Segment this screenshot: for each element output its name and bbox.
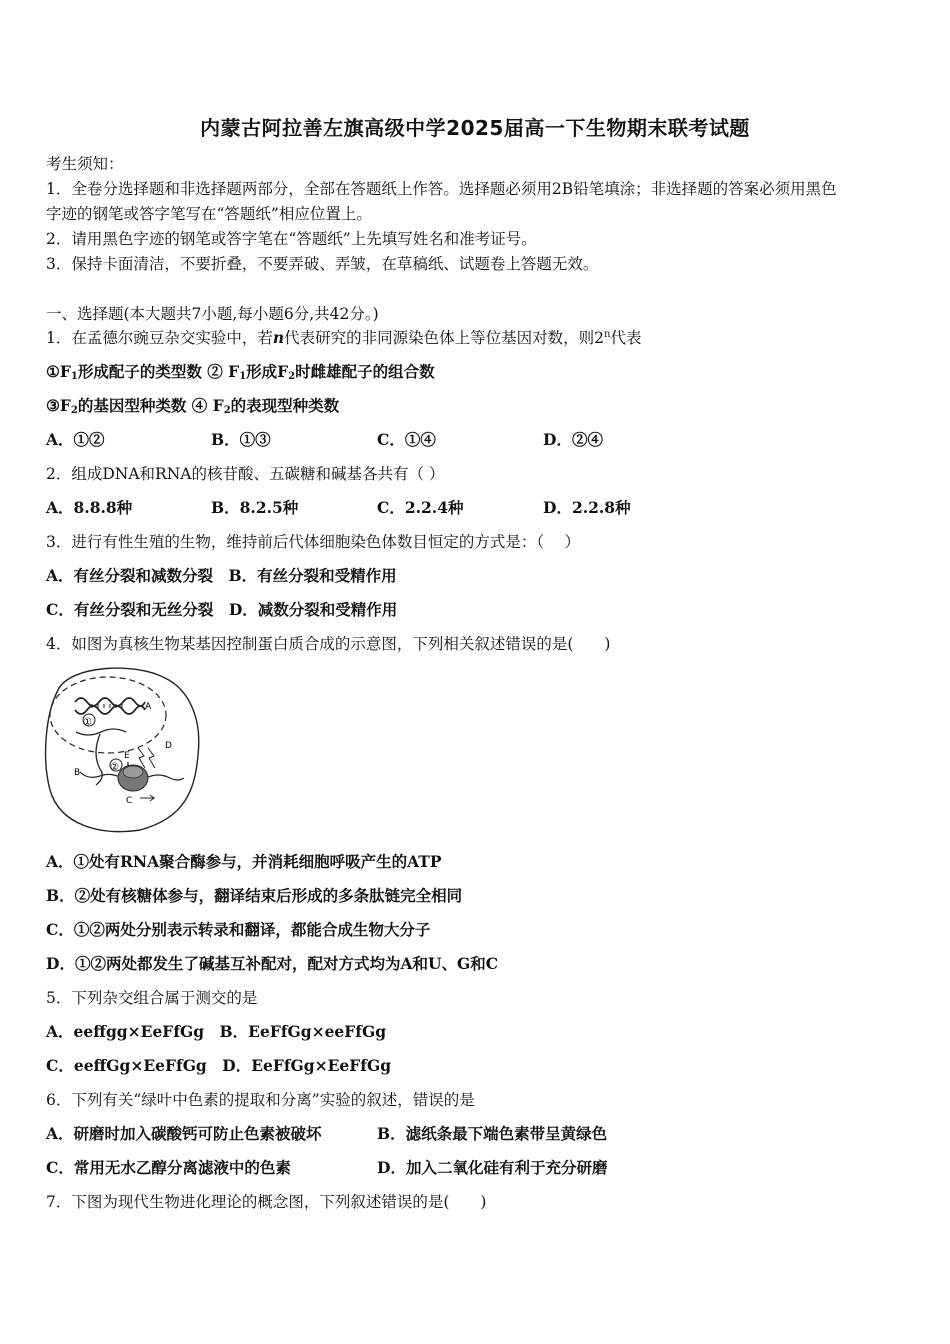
- q4-option-d: D．①②两处都发生了碱基互补配对，配对方式均为A和U、G和C: [46, 954, 499, 973]
- q6-option-c: C．常用无水乙醇分离滤液中的色素: [46, 1158, 291, 1177]
- section-heading: 一、选择题(本大题共7小题,每小题6分,共42分。): [46, 305, 379, 323]
- q5-options-ab: A．eeffgg×EeFfGg B．EeFfGg×eeFfGg: [46, 1022, 387, 1041]
- q6-option-d: D．加入二氧化硅有利于充分研磨: [377, 1158, 608, 1177]
- q1-option-a: A．①②: [46, 430, 105, 449]
- fig-label-a: A: [145, 702, 152, 712]
- q2-option-a: A．8.8.8种: [46, 498, 133, 517]
- q2-option-c: C．2.2.4种: [377, 498, 464, 517]
- q6-option-a: A．研磨时加入碳酸钙可防止色素被破坏: [46, 1124, 322, 1143]
- q1-option-b: B．①③: [211, 430, 271, 449]
- notice-item-3: 3．保持卡面清洁，不要折叠，不要弄破、弄皱，在草稿纸、试题卷上答题无效。: [46, 255, 599, 273]
- q1-s2a: ③F: [46, 396, 71, 415]
- q1-s2c: 的表现型种类数: [230, 396, 340, 415]
- q1-s1a: ①F: [46, 362, 71, 381]
- q1-stem: [46, 326, 642, 348]
- q1-statement-2: [46, 394, 339, 416]
- fig-marker-2: ②: [110, 762, 119, 773]
- q3-options-ab: A．有丝分裂和减数分裂 B．有丝分裂和受精作用: [46, 566, 397, 585]
- q1-stem-sup: n: [604, 328, 611, 340]
- q1-sub-1b: 1: [239, 371, 247, 382]
- q4-option-a: A．①处有RNA聚合酶参与，并消耗细胞呼吸产生的ATP: [46, 852, 442, 871]
- q1-stem-c: 代表: [610, 329, 642, 347]
- fig-marker-1: ①: [83, 717, 92, 728]
- q1-option-d: D．②④: [543, 430, 603, 449]
- q1-sub-2: 2: [288, 371, 296, 382]
- fig-label-d: D: [165, 741, 172, 751]
- notice-item-1b: 字迹的钢笔或答字笔写在“答题纸”相应位置上。: [46, 205, 372, 223]
- notice-item-2: 2．请用黑色字迹的钢笔或答字笔在“答题纸”上先填写姓名和准考证号。: [46, 230, 537, 248]
- q5-stem: 5．下列杂交组合属于测交的是: [46, 989, 258, 1007]
- q1-sub-2c: 2: [223, 405, 231, 416]
- q5-options-cd: C．eeffGg×EeFfGg D．EeFfGg×EeFfGg: [46, 1056, 392, 1075]
- q4-option-b: B．②处有核糖体参与，翻译结束后形成的多条肽链完全相同: [46, 886, 463, 905]
- q1-s1d: 时雌雄配子的组合数: [295, 362, 435, 381]
- q4-stem: 4．如图为真核生物某基因控制蛋白质合成的示意图，下列相关叙述错误的是( ): [46, 635, 611, 653]
- q6-option-b: B．滤纸条最下端色素带呈黄绿色: [377, 1124, 608, 1143]
- fig-label-b: B: [74, 768, 81, 778]
- gene-expression-diagram: [40, 660, 205, 835]
- q1-s1b: 形成配子的类型数 ② F: [77, 362, 240, 381]
- q1-stem-a: 1．在孟德尔豌豆杂交实验中，若: [46, 329, 273, 347]
- q7-stem: 7．下图为现代生物进化理论的概念图，下列叙述错误的是( ): [46, 1193, 487, 1211]
- q2-option-b: B．8.2.5种: [211, 498, 299, 517]
- q3-options-cd: C．有丝分裂和无丝分裂 D．减数分裂和受精作用: [46, 600, 398, 619]
- q3-stem: 3．进行有性生殖的生物，维持前后代体细胞染色体数目恒定的方式是：（ ）: [46, 533, 581, 551]
- q1-sub-2b: 2: [70, 405, 78, 416]
- fig-label-c: C: [126, 796, 133, 806]
- q4-option-c: C．①②两处分别表示转录和翻译，都能合成生物大分子: [46, 920, 431, 939]
- q1-s2b: 的基因型种类数 ④ F: [77, 396, 224, 415]
- q1-sub-1: 1: [70, 371, 78, 382]
- notice-item-1a: 1．全卷分选择题和非选择题两部分，全部在答题纸上作答。选择题必须用2B铅笔填涂；非选择题的答案必须用黑色: [46, 180, 837, 198]
- q2-stem: 2．组成DNA和RNA的核苷酸、五碳糖和碱基各共有（ ）: [46, 465, 445, 483]
- q1-statement-1: [46, 360, 435, 382]
- q1-stem-n: n: [272, 328, 285, 347]
- q2-option-d: D．2.2.8种: [543, 498, 631, 517]
- q1-s1c: 形成F: [246, 362, 289, 381]
- q1-option-c: C．①④: [377, 430, 436, 449]
- page-title: 内蒙古阿拉善左旗高级中学2025届高一下生物期末联考试题: [200, 116, 750, 140]
- notice-heading: 考生须知：: [46, 155, 124, 173]
- fig-label-e: E: [124, 751, 130, 761]
- q1-stem-b: 代表研究的非同源染色体上等位基因对数，则2: [284, 329, 605, 347]
- q6-stem: 6．下列有关“绿叶中色素的提取和分离”实验的叙述，错误的是: [46, 1091, 475, 1109]
